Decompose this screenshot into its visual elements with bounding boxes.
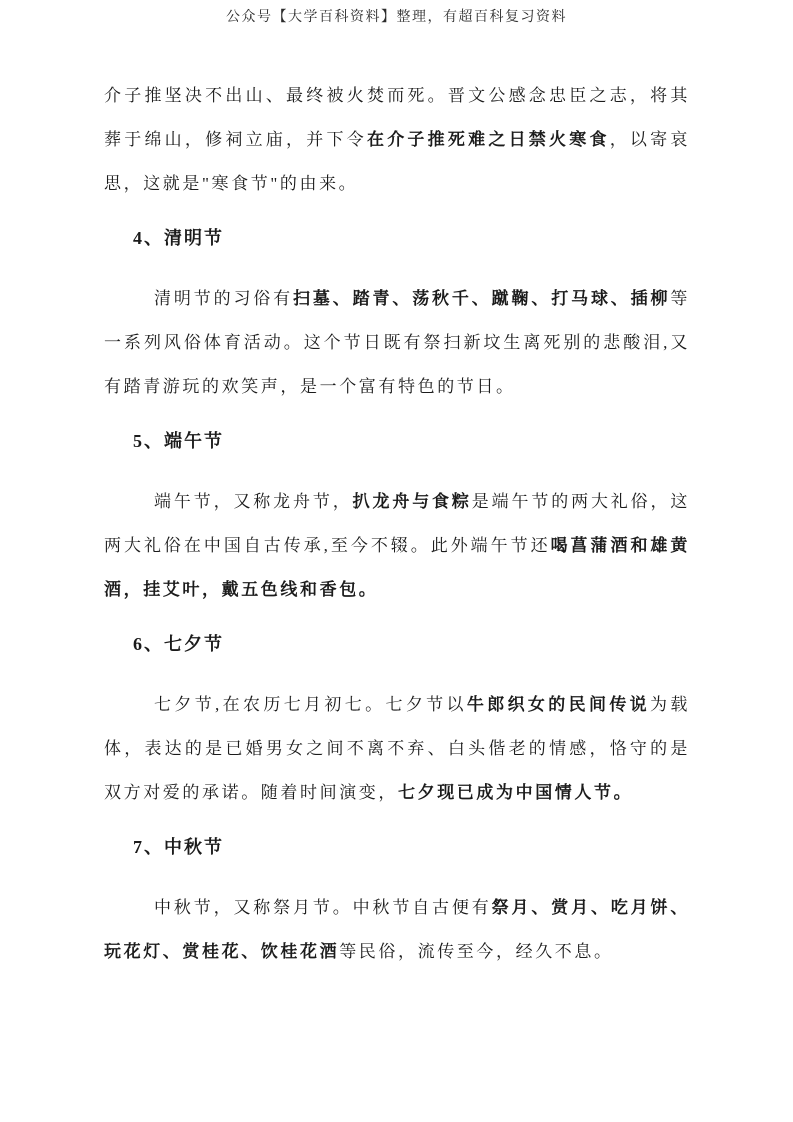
bold-text-run: 祭月、赏月、吃月饼、玩花灯、赏桂花、饮桂花酒 xyxy=(104,898,691,961)
text-run: ，以寄哀思，这就是"寒食节"的由来。 xyxy=(104,130,690,193)
section-heading: 6、七夕节 xyxy=(133,634,224,654)
text-run: 清明节的习俗有 xyxy=(154,289,294,308)
text-run: 是端午节的两大礼俗，这两大礼俗在中国自古传承,至今不辍。此外端午节还 xyxy=(104,492,690,555)
text-run: 中秋节，又称祭月节。中秋节自古便有 xyxy=(154,898,492,917)
page-header: 公众号【大学百科资料】整理，有超百科复习资料 xyxy=(226,10,567,25)
bold-text-run: 七夕现已成为中国情人节。 xyxy=(398,783,634,802)
text-run: 等民俗，流传至今，经久不息。 xyxy=(339,942,614,961)
document-body xyxy=(104,74,690,974)
bold-text-run: 扫墓、踏青、荡秋千、蹴鞠、打马球、插柳 xyxy=(293,289,671,308)
bold-text-run: 在介子推死难之日禁火寒食 xyxy=(366,130,610,149)
paragraph xyxy=(104,277,690,409)
paragraph xyxy=(104,74,690,206)
section-heading: 7、中秋节 xyxy=(133,837,224,857)
section-heading: 4、清明节 xyxy=(133,228,224,248)
text-run: 介子推坚决不出山、最终被火焚而死。晋文公感念忠臣之志，将其葬于绵山，修祠立庙，并下令 xyxy=(104,86,690,149)
text-run: 等一系列风俗体育活动。这个节日既有祭扫新坟生离死别的悲酸泪,又有踏青游玩的欢笑声，是一个富有特色的节日。 xyxy=(104,289,690,396)
bold-text-run: 喝菖蒲酒和雄黄酒，挂艾叶，戴五色线和香包。 xyxy=(104,536,690,599)
section-heading: 5、端午节 xyxy=(133,431,224,451)
paragraph xyxy=(104,886,690,974)
bold-text-run: 扒龙舟与食粽 xyxy=(352,492,472,511)
text-run: 为载体，表达的是已婚男女之间不离不弃、白头偕老的情感，恪守的是双方对爱的承诺。随着时间演变， xyxy=(104,695,690,802)
bold-text-run: 牛郎织女的民间传说 xyxy=(466,695,651,714)
text-run: 端午节，又称龙舟节， xyxy=(154,492,353,511)
paragraph xyxy=(104,683,690,815)
paragraph xyxy=(104,480,690,612)
text-run: 七夕节,在农历七月初七。七夕节以 xyxy=(154,695,467,714)
